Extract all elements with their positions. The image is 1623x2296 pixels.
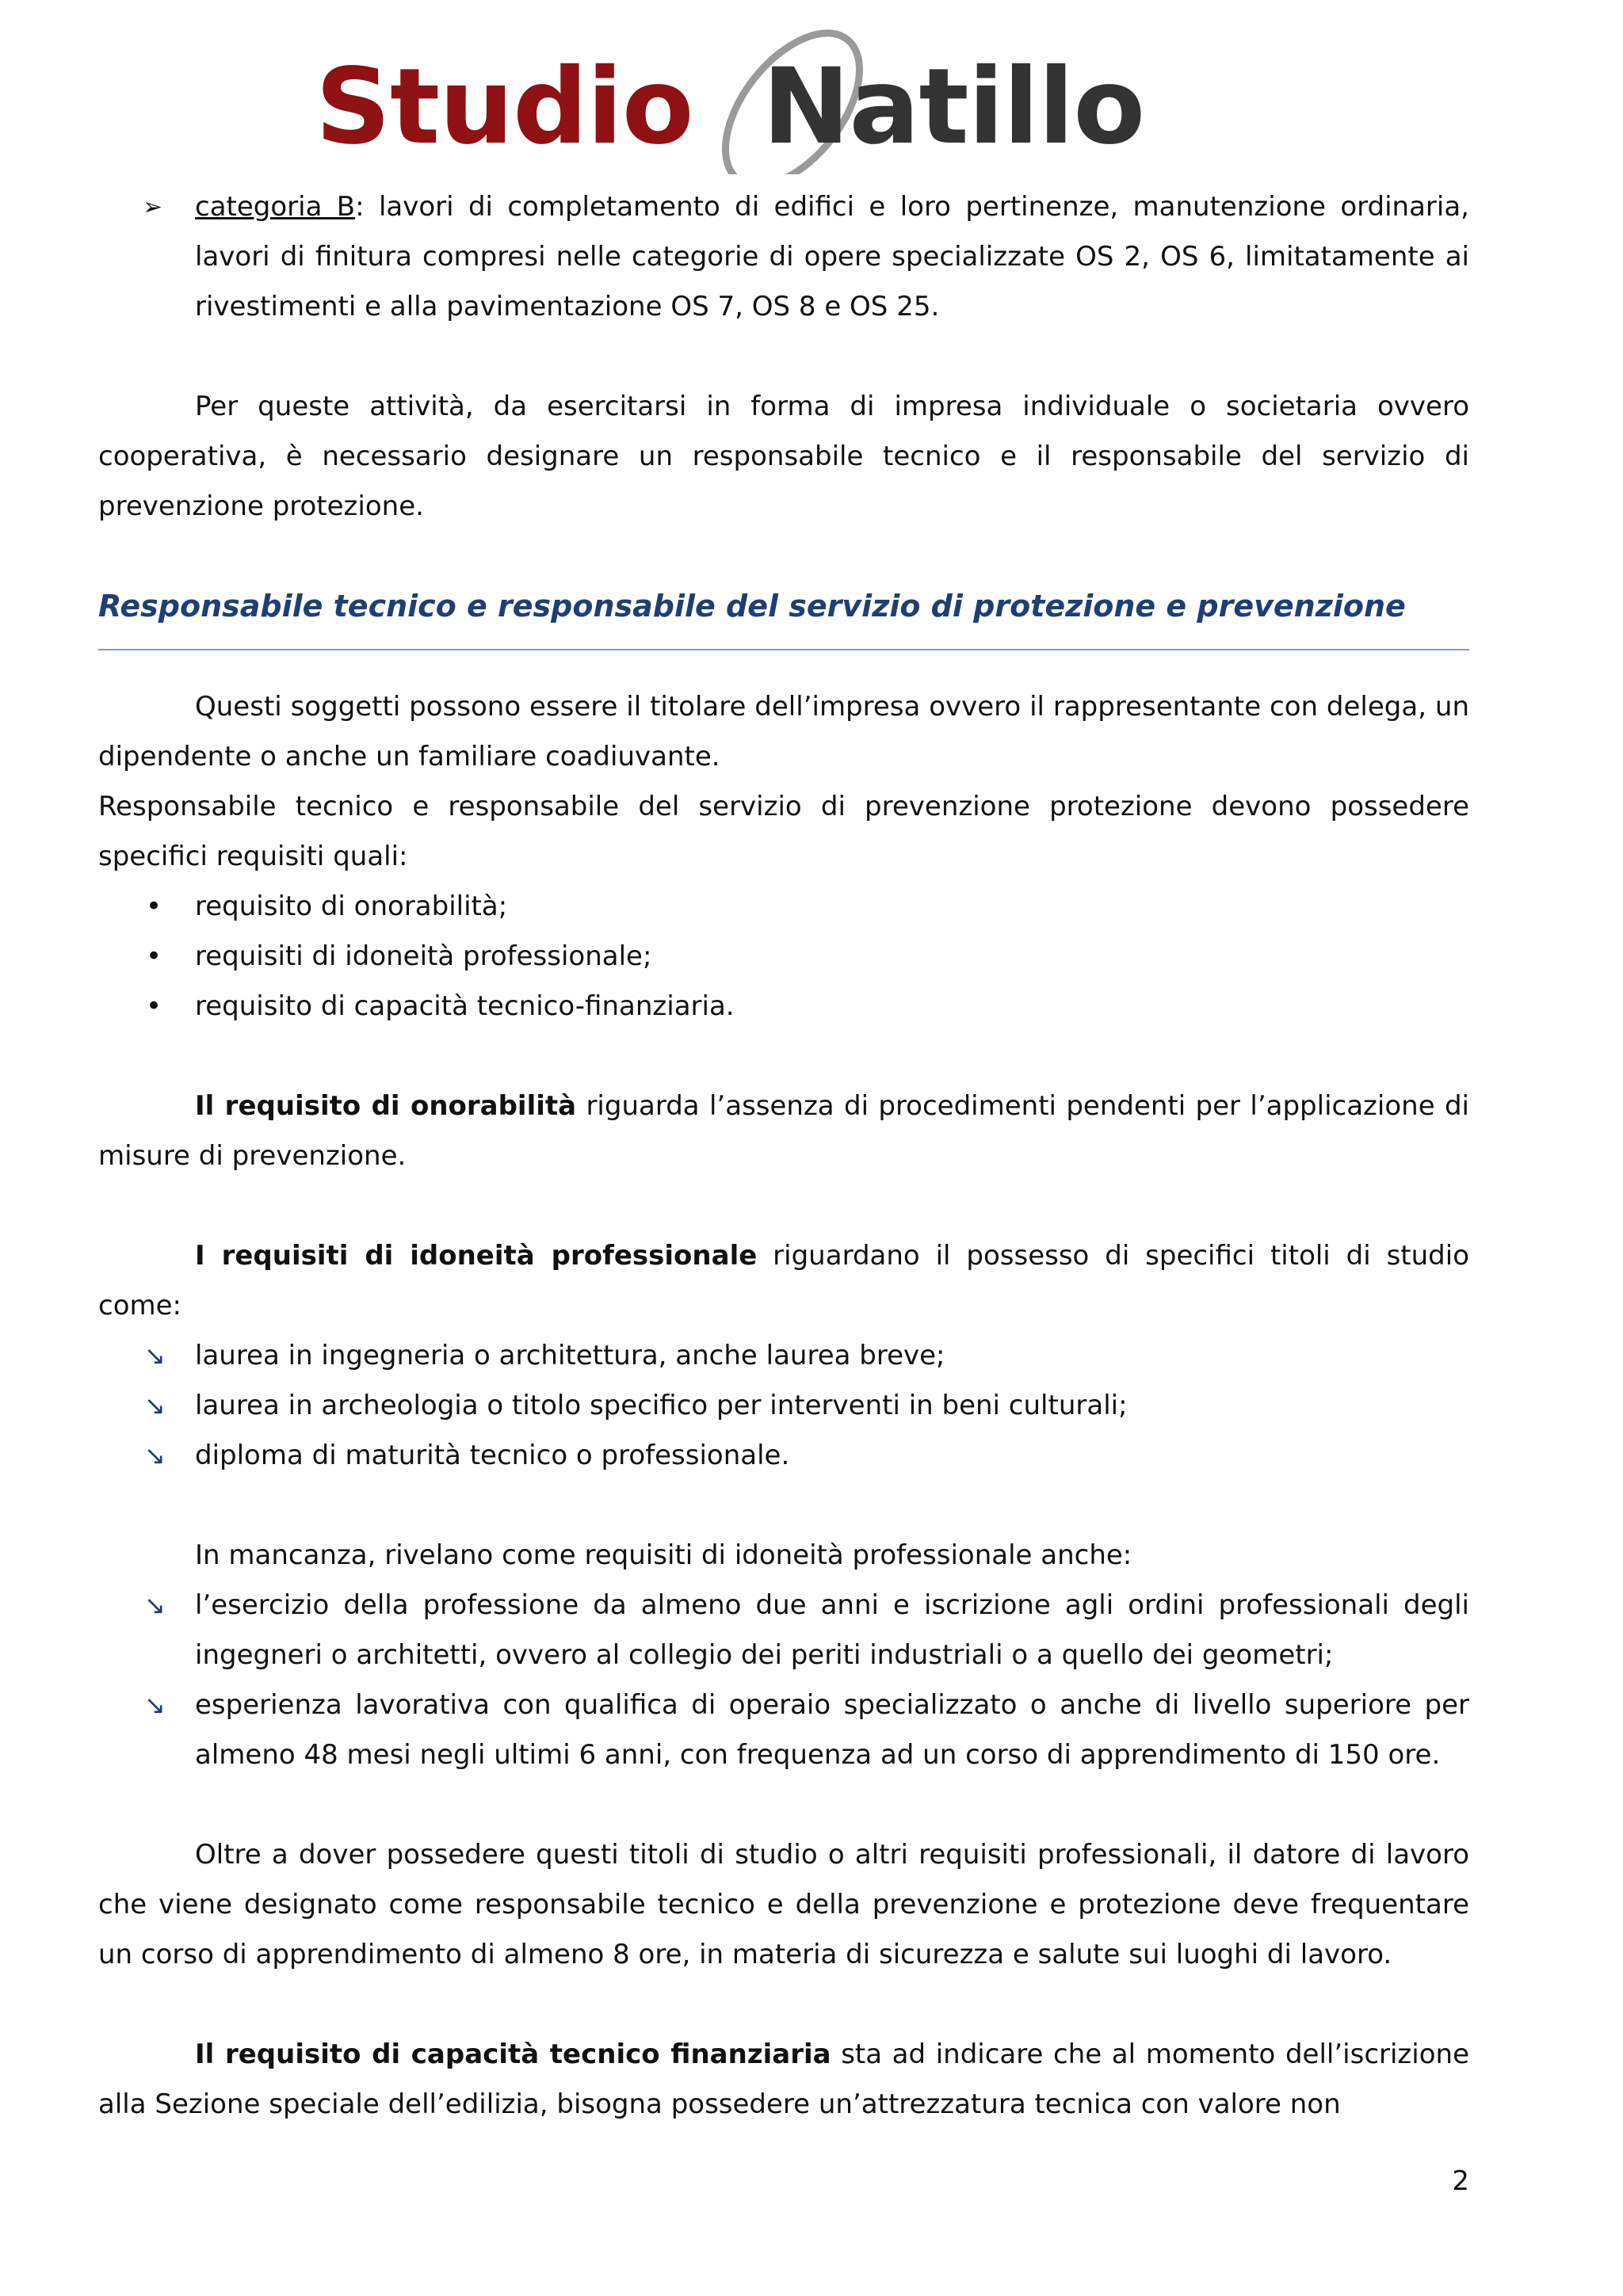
down-right-arrow-icon: ↘ — [144, 1440, 166, 1470]
dot-bullet-icon: • — [146, 940, 162, 972]
list-item — [98, 882, 1469, 932]
list-item — [98, 1581, 1469, 1680]
paragraph-alternatives: In mancanza, rivelano come requisiti di idoneità professionale anche: — [195, 1539, 1132, 1571]
onorabilita-bold: Il requisito di onorabilità — [195, 1090, 577, 1122]
paragraph-idoneita — [98, 1231, 1469, 1331]
title-text: diploma di maturità tecnico o professionale. — [195, 1440, 790, 1471]
bullet-text: requisito di onorabilità; — [195, 891, 508, 922]
capacita-text: sta ad indicare che al momento dell’iscrizione alla Sezione speciale dell’edilizia, bisogna possedere un’attrezzatura tecnica con valore non — [98, 2039, 1469, 2120]
idoneita-bold: I requisiti di idoneità professionale — [195, 1240, 758, 1272]
alternative-text: l’esercizio della professione da almeno due anni e iscrizione agli ordini professionali degli ingegneri o architetti, ovvero al collegio dei periti industriali o a quello dei geometri; — [195, 1589, 1469, 1671]
down-right-arrow-icon: ↘ — [144, 1390, 166, 1421]
bullet-text: requisito di capacità tecnico-finanziaria. — [195, 990, 735, 1022]
logo-natillo-text: Natillo — [762, 46, 1145, 168]
dot-bullet-icon: • — [146, 891, 162, 922]
paragraph-onorabilita — [98, 1081, 1469, 1181]
down-right-arrow-icon: ↘ — [144, 1341, 166, 1371]
bullet-text: requisiti di idoneità professionale; — [195, 940, 652, 972]
list-item-categoria-b — [98, 182, 1469, 332]
page-content — [98, 182, 1469, 2130]
down-right-arrow-icon: ↘ — [144, 1590, 166, 1620]
arrowhead-bullet-icon: ➢ — [143, 193, 163, 221]
paragraph-activities: Per queste attività, da esercitarsi in forma di impresa individuale o societaria ovvero cooperativa, è necessario designare un responsabile tecnico e il responsabile del servizio di prevenzione protezione. — [98, 391, 1469, 522]
list-item — [98, 1381, 1469, 1431]
page-number: 2 — [1452, 2165, 1469, 2197]
list-item — [98, 932, 1469, 982]
onorabilita-text: riguarda l’assenza di procedimenti pendenti per l’applicazione di misure di prevenzione. — [98, 1090, 1469, 1172]
idoneita-text: riguardano il possesso di specifici titoli di studio come: — [98, 1240, 1469, 1322]
paragraph-course: Oltre a dover possedere questi titoli di studio o altri requisiti professionali, il datore di lavoro che viene designato come responsabile tecnico e della prevenzione e protezione deve frequentare un corso di apprendimento di almeno 8 ore, in materia di sicurezza e salute sui luoghi di lavoro. — [98, 1839, 1469, 1970]
title-text: laurea in ingegneria o architettura, anche laurea breve; — [195, 1340, 945, 1371]
list-item — [98, 1431, 1469, 1481]
dot-bullet-icon: • — [146, 990, 162, 1022]
title-text: laurea in archeologia o titolo specifico per interventi in beni culturali; — [195, 1390, 1128, 1421]
paragraph-capacita — [98, 2030, 1469, 2130]
logo-studio-text: Studio — [315, 46, 693, 168]
section-heading: Responsabile tecnico e responsabile del servizio di protezione e prevenzione — [98, 582, 1469, 650]
paragraph-subjects: Questi soggetti possono essere il titolare dell’impresa ovvero il rappresentante con delega, un dipendente o anche un familiare coadiuvante. — [98, 691, 1469, 772]
list-item — [98, 1680, 1469, 1780]
categoria-label: categoria B — [195, 191, 356, 223]
capacita-bold: Il requisito di capacità tecnico finanziaria — [195, 2039, 831, 2070]
down-right-arrow-icon: ↘ — [144, 1690, 166, 1720]
list-item — [98, 1331, 1469, 1381]
list-item — [98, 982, 1469, 1032]
alternative-text: esperienza lavorativa con qualifica di operaio specializzato o anche di livello superiore per almeno 48 mesi negli ultimi 6 anni, con frequenza ad un corso di apprendimento di 150 ore. — [195, 1689, 1469, 1771]
categoria-text: : lavori di completamento di edifici e loro pertinenze, manutenzione ordinaria, lavori di finitura compresi nelle categorie di opere specializzate OS 2, OS 6, limitatamente ai rivestimenti e alla pavimentazione OS 7, OS 8 e OS 25. — [195, 191, 1469, 322]
paragraph-requirements: Responsabile tecnico e responsabile del servizio di prevenzione protezione devono possedere specifici requisiti quali: — [98, 791, 1469, 872]
studio-natillo-logo — [0, 24, 1623, 174]
